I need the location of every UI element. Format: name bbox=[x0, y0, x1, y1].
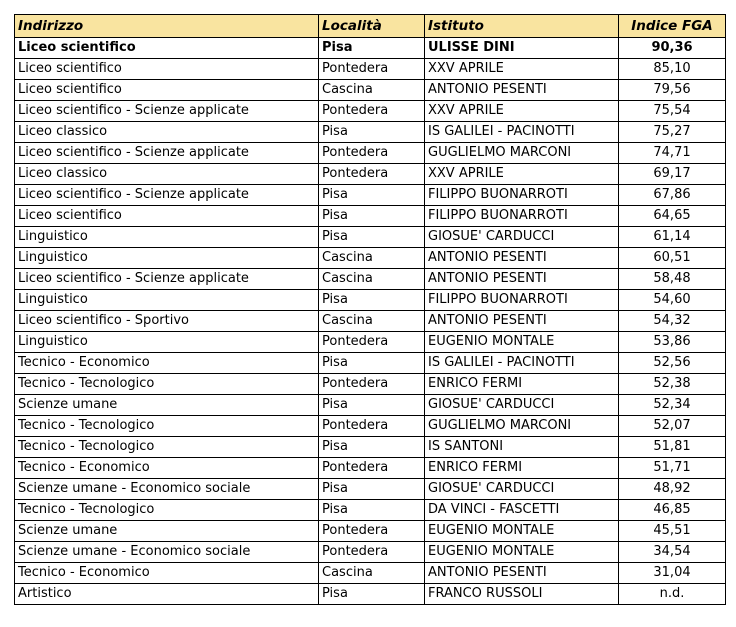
cell-indirizzo: Scienze umane - Economico sociale bbox=[15, 479, 319, 500]
cell-indirizzo: Liceo scientifico bbox=[15, 59, 319, 80]
cell-indice-fga: 46,85 bbox=[619, 500, 726, 521]
cell-indirizzo: Scienze umane bbox=[15, 395, 319, 416]
cell-localita: Pontedera bbox=[319, 521, 425, 542]
cell-indice-fga: 58,48 bbox=[619, 269, 726, 290]
cell-istituto: FILIPPO BUONARROTI bbox=[425, 290, 619, 311]
cell-indice-fga: 54,60 bbox=[619, 290, 726, 311]
cell-istituto: GUGLIELMO MARCONI bbox=[425, 416, 619, 437]
table-row bbox=[15, 542, 726, 563]
cell-indice-fga: 75,27 bbox=[619, 122, 726, 143]
cell-indirizzo: Scienze umane bbox=[15, 521, 319, 542]
cell-localita: Pisa bbox=[319, 500, 425, 521]
cell-localita: Pisa bbox=[319, 395, 425, 416]
header-indice-fga: Indice FGA bbox=[619, 15, 726, 38]
cell-indirizzo: Liceo classico bbox=[15, 164, 319, 185]
cell-indirizzo: Liceo scientifico bbox=[15, 38, 319, 59]
cell-istituto: FRANCO RUSSOLI bbox=[425, 584, 619, 605]
table-row bbox=[15, 311, 726, 332]
cell-indice-fga: 52,07 bbox=[619, 416, 726, 437]
header-indirizzo: Indirizzo bbox=[15, 15, 319, 38]
cell-istituto: GIOSUE' CARDUCCI bbox=[425, 395, 619, 416]
cell-localita: Pontedera bbox=[319, 143, 425, 164]
table-header bbox=[15, 15, 726, 38]
cell-istituto: ANTONIO PESENTI bbox=[425, 248, 619, 269]
cell-indirizzo: Liceo scientifico - Sportivo bbox=[15, 311, 319, 332]
school-ranking-table bbox=[14, 14, 726, 605]
cell-indirizzo: Tecnico - Tecnologico bbox=[15, 416, 319, 437]
cell-indirizzo: Artistico bbox=[15, 584, 319, 605]
cell-localita: Pontedera bbox=[319, 101, 425, 122]
header-row bbox=[15, 15, 726, 38]
cell-indice-fga: 90,36 bbox=[619, 38, 726, 59]
cell-indirizzo: Liceo scientifico bbox=[15, 206, 319, 227]
cell-localita: Pisa bbox=[319, 290, 425, 311]
cell-istituto: EUGENIO MONTALE bbox=[425, 542, 619, 563]
cell-indice-fga: 69,17 bbox=[619, 164, 726, 185]
table-row bbox=[15, 332, 726, 353]
table-row bbox=[15, 290, 726, 311]
cell-istituto: ANTONIO PESENTI bbox=[425, 311, 619, 332]
cell-indirizzo: Tecnico - Economico bbox=[15, 563, 319, 584]
cell-indirizzo: Linguistico bbox=[15, 248, 319, 269]
table-row bbox=[15, 59, 726, 80]
cell-indice-fga: 54,32 bbox=[619, 311, 726, 332]
cell-indice-fga: 79,56 bbox=[619, 80, 726, 101]
cell-indirizzo: Linguistico bbox=[15, 290, 319, 311]
cell-istituto: ENRICO FERMI bbox=[425, 458, 619, 479]
table-row bbox=[15, 416, 726, 437]
cell-indice-fga: 31,04 bbox=[619, 563, 726, 584]
cell-istituto: ULISSE DINI bbox=[425, 38, 619, 59]
table-row bbox=[15, 395, 726, 416]
table-row bbox=[15, 563, 726, 584]
cell-localita: Pontedera bbox=[319, 59, 425, 80]
cell-indice-fga: n.d. bbox=[619, 584, 726, 605]
cell-indice-fga: 85,10 bbox=[619, 59, 726, 80]
table-row bbox=[15, 101, 726, 122]
table-row bbox=[15, 38, 726, 59]
cell-istituto: IS GALILEI - PACINOTTI bbox=[425, 353, 619, 374]
table-row bbox=[15, 437, 726, 458]
cell-indice-fga: 53,86 bbox=[619, 332, 726, 353]
cell-localita: Pisa bbox=[319, 584, 425, 605]
cell-indirizzo: Linguistico bbox=[15, 227, 319, 248]
cell-indice-fga: 64,65 bbox=[619, 206, 726, 227]
table-row bbox=[15, 584, 726, 605]
cell-localita: Pontedera bbox=[319, 416, 425, 437]
cell-indirizzo: Liceo scientifico - Scienze applicate bbox=[15, 185, 319, 206]
cell-istituto: ANTONIO PESENTI bbox=[425, 269, 619, 290]
table-row bbox=[15, 185, 726, 206]
cell-localita: Cascina bbox=[319, 248, 425, 269]
cell-istituto: GIOSUE' CARDUCCI bbox=[425, 227, 619, 248]
cell-istituto: FILIPPO BUONARROTI bbox=[425, 185, 619, 206]
cell-localita: Cascina bbox=[319, 269, 425, 290]
cell-istituto: GUGLIELMO MARCONI bbox=[425, 143, 619, 164]
cell-istituto: XXV APRILE bbox=[425, 101, 619, 122]
cell-localita: Pisa bbox=[319, 185, 425, 206]
cell-istituto: DA VINCI - FASCETTI bbox=[425, 500, 619, 521]
cell-localita: Pontedera bbox=[319, 374, 425, 395]
cell-localita: Pisa bbox=[319, 122, 425, 143]
cell-indice-fga: 51,71 bbox=[619, 458, 726, 479]
table-row bbox=[15, 227, 726, 248]
cell-indice-fga: 60,51 bbox=[619, 248, 726, 269]
header-localita: Località bbox=[319, 15, 425, 38]
cell-indirizzo: Tecnico - Economico bbox=[15, 353, 319, 374]
cell-istituto: IS GALILEI - PACINOTTI bbox=[425, 122, 619, 143]
cell-localita: Cascina bbox=[319, 311, 425, 332]
cell-istituto: ENRICO FERMI bbox=[425, 374, 619, 395]
cell-indice-fga: 34,54 bbox=[619, 542, 726, 563]
cell-istituto: GIOSUE' CARDUCCI bbox=[425, 479, 619, 500]
table-row bbox=[15, 521, 726, 542]
cell-localita: Pontedera bbox=[319, 458, 425, 479]
cell-indice-fga: 75,54 bbox=[619, 101, 726, 122]
cell-indirizzo: Tecnico - Tecnologico bbox=[15, 374, 319, 395]
cell-indirizzo: Scienze umane - Economico sociale bbox=[15, 542, 319, 563]
cell-indice-fga: 67,86 bbox=[619, 185, 726, 206]
cell-localita: Cascina bbox=[319, 563, 425, 584]
cell-localita: Pisa bbox=[319, 479, 425, 500]
cell-localita: Pisa bbox=[319, 206, 425, 227]
table-row bbox=[15, 353, 726, 374]
cell-indirizzo: Tecnico - Economico bbox=[15, 458, 319, 479]
cell-indirizzo: Tecnico - Tecnologico bbox=[15, 500, 319, 521]
cell-indirizzo: Liceo classico bbox=[15, 122, 319, 143]
table-row bbox=[15, 479, 726, 500]
cell-indice-fga: 52,56 bbox=[619, 353, 726, 374]
cell-istituto: ANTONIO PESENTI bbox=[425, 563, 619, 584]
cell-indirizzo: Liceo scientifico - Scienze applicate bbox=[15, 269, 319, 290]
cell-indirizzo: Liceo scientifico - Scienze applicate bbox=[15, 101, 319, 122]
table-row bbox=[15, 80, 726, 101]
table-row bbox=[15, 164, 726, 185]
cell-indirizzo: Linguistico bbox=[15, 332, 319, 353]
cell-indice-fga: 52,38 bbox=[619, 374, 726, 395]
cell-localita: Pisa bbox=[319, 437, 425, 458]
header-istituto: Istituto bbox=[425, 15, 619, 38]
cell-localita: Pisa bbox=[319, 38, 425, 59]
table-row bbox=[15, 248, 726, 269]
cell-istituto: EUGENIO MONTALE bbox=[425, 521, 619, 542]
cell-indice-fga: 51,81 bbox=[619, 437, 726, 458]
cell-localita: Pontedera bbox=[319, 332, 425, 353]
cell-localita: Pisa bbox=[319, 227, 425, 248]
cell-indice-fga: 45,51 bbox=[619, 521, 726, 542]
cell-localita: Cascina bbox=[319, 80, 425, 101]
cell-istituto: ANTONIO PESENTI bbox=[425, 80, 619, 101]
cell-localita: Pisa bbox=[319, 353, 425, 374]
cell-indirizzo: Tecnico - Tecnologico bbox=[15, 437, 319, 458]
table-row bbox=[15, 269, 726, 290]
table-row bbox=[15, 500, 726, 521]
table-row bbox=[15, 458, 726, 479]
cell-indice-fga: 52,34 bbox=[619, 395, 726, 416]
cell-indice-fga: 74,71 bbox=[619, 143, 726, 164]
cell-indirizzo: Liceo scientifico bbox=[15, 80, 319, 101]
cell-istituto: IS SANTONI bbox=[425, 437, 619, 458]
table-body bbox=[15, 38, 726, 605]
cell-istituto: FILIPPO BUONARROTI bbox=[425, 206, 619, 227]
cell-indice-fga: 48,92 bbox=[619, 479, 726, 500]
cell-istituto: EUGENIO MONTALE bbox=[425, 332, 619, 353]
cell-localita: Pontedera bbox=[319, 164, 425, 185]
cell-istituto: XXV APRILE bbox=[425, 164, 619, 185]
table-row bbox=[15, 122, 726, 143]
table-row bbox=[15, 374, 726, 395]
cell-indirizzo: Liceo scientifico - Scienze applicate bbox=[15, 143, 319, 164]
cell-indice-fga: 61,14 bbox=[619, 227, 726, 248]
table-row bbox=[15, 143, 726, 164]
cell-istituto: XXV APRILE bbox=[425, 59, 619, 80]
cell-localita: Pontedera bbox=[319, 542, 425, 563]
table-row bbox=[15, 206, 726, 227]
